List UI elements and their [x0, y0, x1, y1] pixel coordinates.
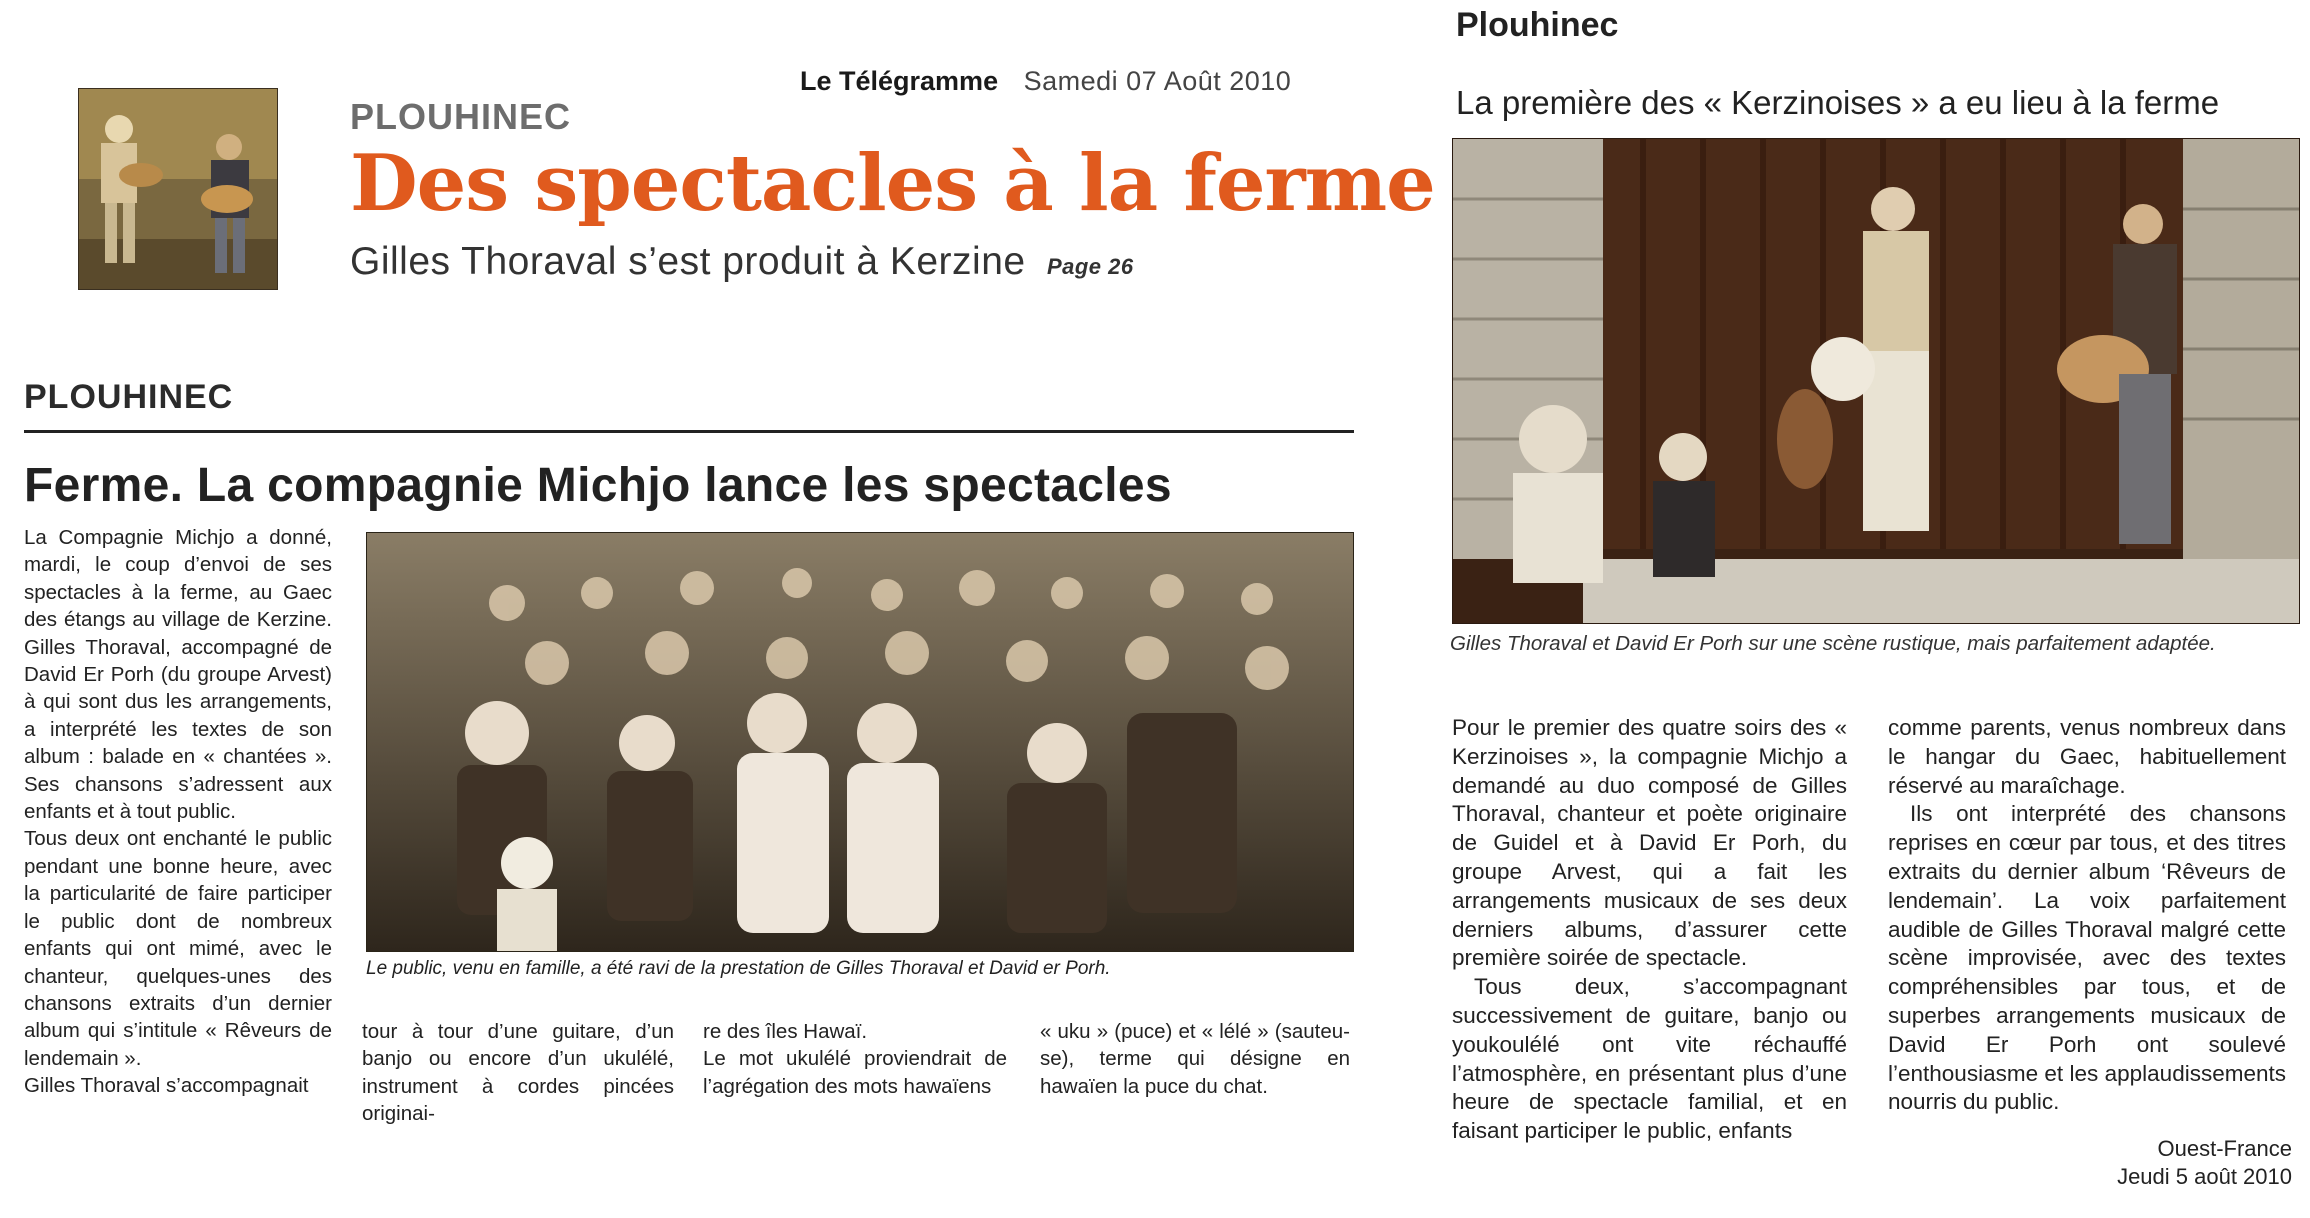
of-col2-para-1: comme parents, venus nombreux dans le hangar du Gaec, habituellement réservé au maraîchage.: [1888, 715, 2286, 798]
article-title: Ferme. La compagnie Michjo lance les spectacles: [24, 459, 1172, 512]
of-column-2: [1888, 714, 2286, 1117]
of-col2-para-2: Ils ont interprété des chansons reprises en cœur par tous, et des titres extraits du dernier album ‘Rêveurs de lendemain’. La voix parfaitement audible de Gilles Thoraval malgré cette scène improvisée, avec des textes compréhensibles par tous, et de superbes arrangements musicaux de David Er Porh ont soulevé l’enthousiasme et les applaudissements nourris du public.: [1888, 801, 2286, 1115]
telegramme-subhead: [350, 240, 1134, 284]
of-col1-para-1: Pour le premier des quatre soirs des « Kerzinoises », la compagnie Michjo a demandé au duo composé de Gilles Thoraval, chanteur et poète originaire de Guidel et à David Er Porh, du groupe Arvest, qui a fait les arrangements musicaux de ses deux derniers albums, d’assurer cette première soirée de spectacle.: [1452, 715, 1847, 971]
of-source-name: Ouest-France: [2157, 1136, 2292, 1161]
of-article-title: La première des « Kerzinoises » a eu lieu à la ferme: [1456, 84, 2220, 121]
article-col1-para-1: La Compagnie Michjo a donné, mardi, le coup d’envoi de ses spectacles à la ferme, au Gaec des étangs au village de Kerzine. Gilles Thoraval, accompagné de David Er Porh (du groupe Arvest) à qui sont dus les arrangements, a interprété les textes de son album : balade en « chantées ». Ses chansons s’adressent aux enfants et à tout public.: [24, 526, 332, 824]
telegramme-page-ref: Page 26: [1046, 254, 1134, 279]
audience-photo-caption: Le public, venu en famille, a été ravi de la prestation de Gilles Thoraval et David er Porh.: [366, 958, 1111, 979]
telegramme-source: Le Télégramme: [800, 66, 999, 96]
teaser-photo-illustration: [79, 89, 277, 289]
article-section-tag: PLOUHINEC: [24, 378, 234, 416]
telegramme-masthead: [800, 66, 1291, 97]
telegramme-kicker: PLOUHINEC: [350, 96, 572, 137]
stage-photo-illustration: [1453, 139, 2299, 623]
stage-photo-caption: Gilles Thoraval et David Er Porh sur une scène rustique, mais parfaitement adaptée.: [1450, 632, 2216, 655]
telegramme-subhead-text: Gilles Thoraval s’est produit à Kerzine: [350, 240, 1026, 283]
article-column-1: [24, 524, 332, 1100]
article-col4-para: « uku » (puce) et « lélé » (sauteu-se), terme qui désigne en hawaïen la puce du chat.: [1040, 1020, 1350, 1098]
article-col3-para-2: Le mot ukulélé proviendrait de l’agrégation des mots hawaïens: [703, 1047, 1007, 1098]
article-column-4: [1040, 1018, 1350, 1100]
article-col1-para-2: Tous deux ont enchanté le public pendant une bonne heure, avec la particularité de faire participer le public dont de nombreux enfants qui ont mimé, avec le chanteur, quelques-unes des chansons extraits d’un dernier album qui s’intitule « Rêveurs de lendemain ».: [24, 827, 332, 1070]
audience-photo-illustration: [367, 533, 1353, 951]
of-source-date: Jeudi 5 août 2010: [2117, 1164, 2292, 1189]
of-source-block: [2117, 1135, 2292, 1191]
stage-photo: [1452, 138, 2300, 624]
telegramme-date: Samedi 07 Août 2010: [1023, 66, 1292, 96]
telegramme-headline: Des spectacles à la ferme: [350, 138, 1435, 229]
article-column-3: [703, 1018, 1007, 1100]
article-column-2: [362, 1018, 674, 1128]
teaser-photo: [78, 88, 278, 290]
article-col1-para-3: Gilles Thoraval s’accompagnait: [24, 1074, 309, 1098]
of-section-tag: Plouhinec: [1456, 6, 1619, 44]
article-col2-para: tour à tour d’une guitare, d’un banjo ou encore d’un ukulélé, instrument à cordes pincées originai-: [362, 1020, 674, 1126]
audience-photo: [366, 532, 1354, 952]
article-col3-para-1: re des îles Hawaï.: [703, 1020, 868, 1043]
of-column-1: [1452, 714, 1847, 1146]
section-rule: [24, 430, 1354, 433]
of-col1-para-2: Tous deux, s’accompagnant successivement de guitare, banjo ou youkoulélé ont vite réchauffé l’atmosphère, en présentant plus d’une heure de spectacle familial, et en faisant participer le public, enfants: [1452, 974, 1847, 1144]
